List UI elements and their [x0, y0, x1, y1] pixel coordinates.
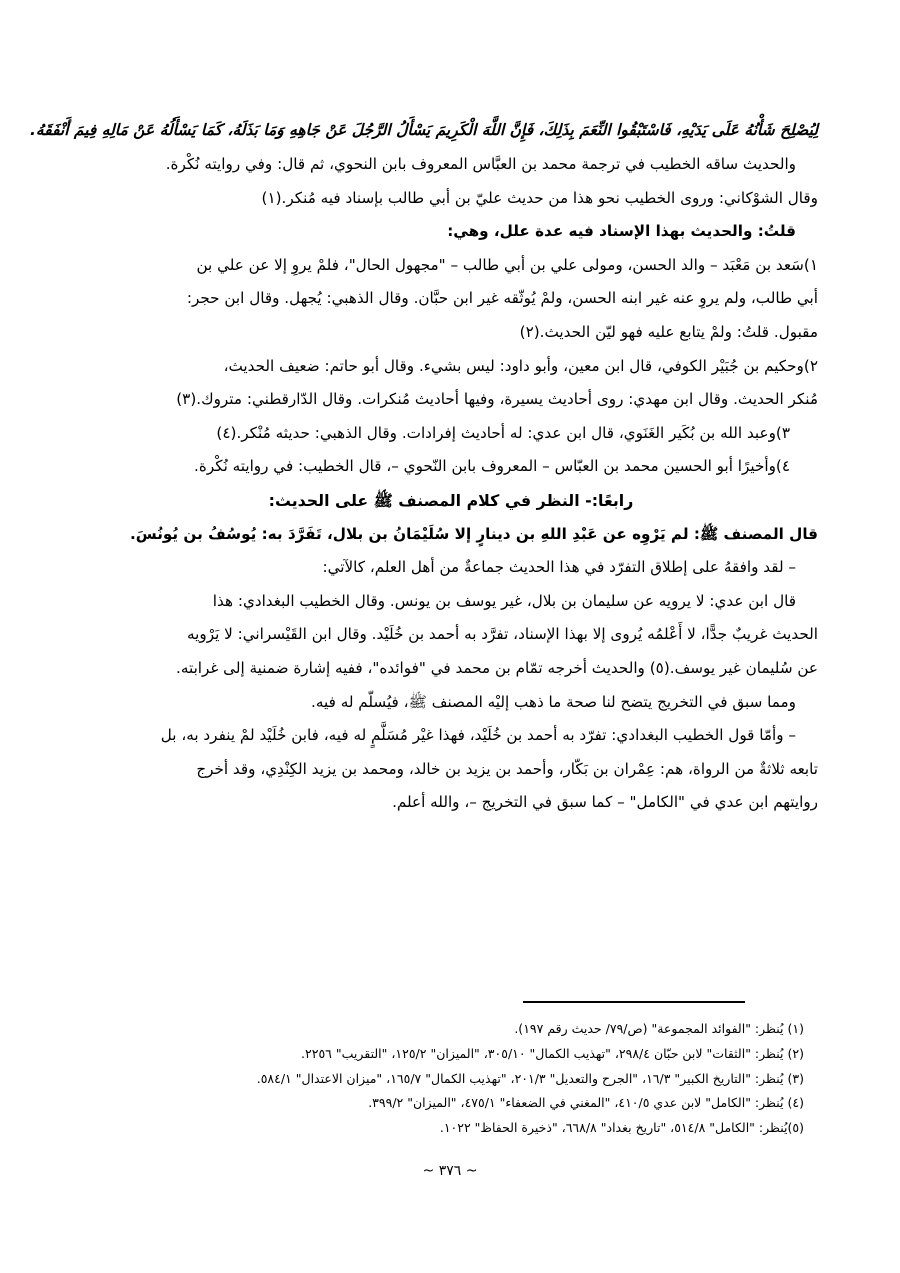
text-line: مقبول. قلتُ: ولمْ يتابع عليه فهو ليّن الحديث.(٢) — [519, 322, 818, 341]
text-line: – وأمّا قول الخطيب البغدادي: تفرّد به أحمد بن خُلَيْد، فهذا غيْر مُسَلَّمٍ له فيه، فابن خُلَيْد لمْ ينفرد به، بل — [160, 726, 796, 745]
main-text — [30, 112, 818, 820]
text-line: ٣)وعبد الله بن بُكَير الغَنَوي، قال ابن عدي: له أحاديث إفرادات. وقال الذهبي: حديثه مُنْكر.(٤) — [216, 423, 790, 442]
footnote: (٤) يُنظر: "الكامل" لابن عدي ٤١٠/٥، "المغني في الضعفاء" ٤٧٥/١، "الميزان" ٣٩٩/٢. — [368, 1095, 804, 1111]
text-line: ٢)وحكيم بن جُبَيْر الكوفي، قال ابن معين، وأبو داود: ليس بشيء. وقال أبو حاتم: ضعيف الحديث، — [223, 356, 818, 375]
section-heading: رابعًا:- النظر في كلام المصنف ﷺ على الحديث: — [268, 490, 634, 510]
text-line: ومما سبق في التخريج يتضح لنا صحة ما ذهب إليْه المصنف ﷺ، فيُسلّم له فيه. — [311, 692, 796, 711]
ilal-heading: قلتُ: والحديث بهذا الإسناد فيه عدة علل، وهي: — [447, 222, 796, 241]
text-line: والحديث ساقه الخطيب في ترجمة محمد بن العبَّاس المعروف بابن النحوي، ثم قال: وفي روايته نُكْرة. — [165, 155, 796, 173]
text-line: – لقد وافقهُ على إطلاق التفرّد في هذا الحديث جماعةٌ من أهل العلم، كالآتي: — [322, 558, 796, 577]
text-line: وقال الشوْكاني: وروى الخطيب نحو هذا من حديث عليّ بن أبي طالب بإسناد فيه مُنكر.(١) — [261, 188, 818, 207]
footnote: (٣) يُنظر: "التاريخ الكبير" ١٦/٣، "الجرح والتعديل" ٢٠١/٣، "تهذيب الكمال" ١٦٥/٧، "ميزان الاعتدال" ٥٨٤/١. — [256, 1070, 804, 1086]
text-line: تابعه ثلاثةٌ من الرواة، هم: عِمْران بن بَكّار، وأحمد بن يزيد بن خالد، ومحمد بن يزيد الكِنْدِي، وقد أخرج — [196, 759, 818, 778]
text-line: أبي طالب، ولم يروِ عنه غير ابنه الحسن، ولمْ يُوثّقه غير ابن حبَّان. وقال الذهبي: يُجهل. وقال ابن حجر: — [186, 289, 818, 308]
hadith-end-line: لِيُصْلِحَ شَأْنُهُ عَلَى يَدَيْهِ، فَاسْتَبْقُوا النِّعَمَ بِذَلِكَ، فَإِنَّ اللَّهَ الْكَرِيمَ يَسْأَلُ الرَّجُلَ عَنْ جَاهِهِ وَمَا بَذَلَهُ، كَمَا يَسْأَلُهُ عَنْ مَالِهِ فِيمَ أَنْفَقَهُ. — [30, 121, 818, 139]
musannif-quote: قال المصنف ﷺ: لم يَرْوِه عن عَبْدِ اللهِ بن دينارٍ إلا سُلَيْمَانُ بن بلال، تَفَرَّدَ به: يُوسُفُ بن يُونُسَ. — [129, 524, 818, 543]
page-number: ~ ٣٧٦ ~ — [422, 1163, 478, 1179]
text-line: عن سُليمان غير يوسف.(٥) والحديث أخرجه تمّام بن محمد في "فوائده"، ففيه إشارة ضمنية إلى غرابته. — [176, 658, 818, 677]
text-line: ٤)وأخيرًا أبو الحسين محمد بن العبّاس – المعروف بابن النّحوي –، قال الخطيب: في روايته نُكْرة. — [194, 457, 790, 476]
footnotes — [84, 1017, 804, 1141]
footnote: (٢) يُنظر: "الثقات" لابن حبّان ٢٩٨/٤، "تهذيب الكمال" ٣٠٥/١٠، "الميزان" ١٢٥/٢، "التقريب" ٢٢٥٦. — [301, 1045, 804, 1061]
text-line: ١)سَعد بن مَعْبَد – والد الحسن، ومولى علي بن أبي طالب – "مجهول الحال"، فلمْ يروِ إلا عن علي بن — [196, 255, 818, 274]
text-line: قال ابن عدي: لا يرويه عن سليمان بن بلال، غير يوسف بن يونس. وقال الخطيب البغدادي: هذا — [212, 591, 796, 610]
footnote-separator — [523, 1001, 745, 1003]
footnote: (٥)يُنظر: "الكامل" ٥١٤/٨، "تاريخ بغداد" ٦٦٨/٨، "ذخيرة الحفاظ" ١٠٢٢. — [439, 1120, 804, 1136]
text-line: الحديث غريبٌ جدًّا، لا أَعْلمُه يُروى إلا بهذا الإسناد، تفرَّد به أحمد بن خُلَيْد. وقال ابن القَيْسراني: لا يَرْويه — [187, 625, 818, 644]
text-line: روايتهم ابن عدي في "الكامل" – كما سبق في التخريج –، والله أعلم. — [392, 793, 818, 812]
footnote: (١) يُنظر: "الفوائد المجموعة" (ص/٧٩/ حديث رقم ١٩٧). — [514, 1021, 804, 1036]
text-line: مُنكر الحديث. وقال ابن مهدي: روى أحاديث يسيرة، وفيها أحاديث مُنكرات. وقال الدّارقطني: متروك.(٣) — [176, 390, 818, 409]
